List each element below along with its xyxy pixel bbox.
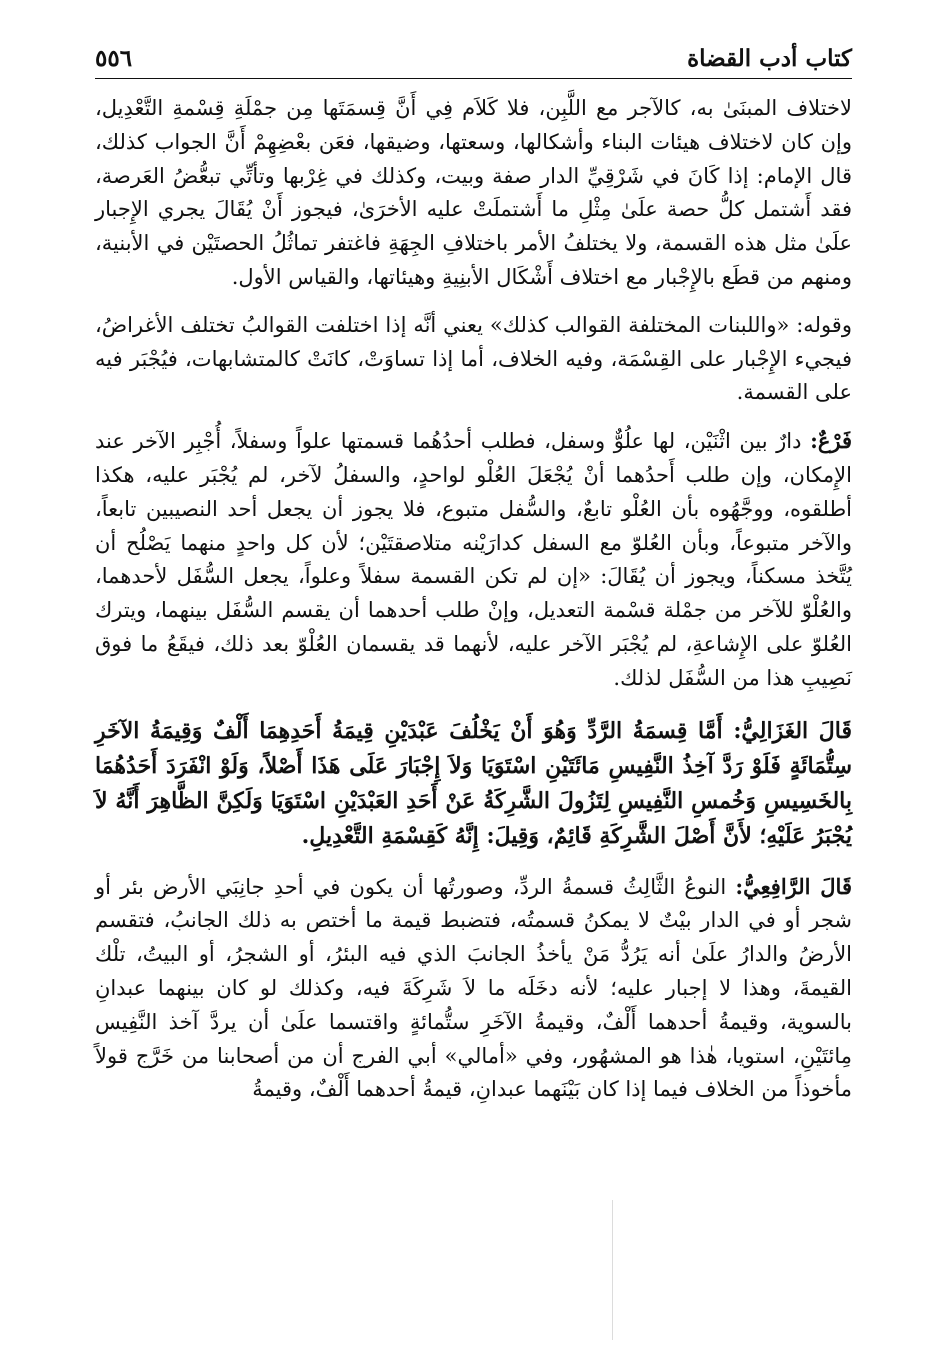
scan-fold-line [612, 1200, 613, 1340]
paragraph-4-text: أَمَّا قِسمَةُ الرَّدِّ وَهُوَ أَنْ يَخْلُفَ عَبْدَيْنِ قِيمَةُ أَحَدِهِمَا أَلْفٌ وَقِيمَةُ الآخَرِ سِتُّمَائَةٍ فَلَوْ رَدَّ آخِذُ النَّفِيسِ مَائَتَيْنِ اسْتَوَيَا وَلاَ إِجْبَارَ عَلَى هَذَا أَصْلاً، وَلَوْ انْفَرَدَ أَحَدُهُمَا بِالخَسِيسِ وَخُمسِ النَّفِيسِ لِتَزُولَ الشَّرِكَةُ عَنْ أَحَدِ العَبْدَيْنِ اسْتَوَيَا وَلَكِنَّ الظَّاهِرَ أَنَّهُ لاَ يُجْبَرُ عَلَيْهِ؛ لأَنَّ أَصْلَ الشَّرِكَةِ قَائِمٌ، وَقِيلَ: إِنَّهُ كَقِسْمَةِ التَّعْدِيلِ. [95, 717, 852, 849]
paragraph-4 [95, 714, 852, 854]
paragraph-3-lead: فَرْعٌ: [810, 428, 852, 454]
book-title: كتاب أدب القضاة [687, 45, 852, 72]
paragraph-4-lead: قَالَ الغَزَالِيُّ: [733, 717, 852, 744]
paragraph-3 [95, 424, 852, 695]
paragraph-5-text: النوعُ الثَّالِثُ قسمةُ الردِّ، وصورتُها أن يكون في أحدِ جانِبَي الأرض بئر أو شجر أو في الدار بيْتٌ لا يمكنُ قسمتُه، فتضبط قيمة ما أختص به ذلك الجانبُ، فتقسم الأرضُ والدارُ علَىٰ أنه يَرُدُّ مَنْ يأخذُ الجانبَ الذي فيه البئرُ، أو الشجرُ، أو البيتُ، تلْك القيمةَ، وهذا لا إجبار عليه؛ لأنه دخَلَه ما لاَ شَرِكَةَ فيه، وكذلك لو كان بينهما عبدانِ بالسوية، وقيمةُ أحدهما أَلْفٌ، وقيمةُ الآخَرِ ستُّمائةٍ واقتسما علَىٰ أن يردَّ آخذ النَّفِيس مِائتَيْنِ، استويا، هٰذا هو المشهُور، وفي «أمالي» أبي الفرج أن من أصحابنا من خَرَّج قولاً مأخوذاً من الخلاف فيما إذا كان بَيْنَهما عبدانِ، قيمةُ أحدهما أَلْفٌ، وقيمةُ [95, 874, 852, 1102]
paragraph-5 [95, 870, 852, 1108]
page-number: ٥٥٦ [95, 45, 133, 72]
paragraph-2 [95, 309, 852, 410]
paragraph-5-lead: قَالَ الرَّافِعِيُّ: [735, 873, 852, 899]
header-rule [95, 78, 852, 79]
paragraph-1-text: لاختلاف المبنَىٰ به، كالآجر مع اللَّبِن، فلا كَلاَم فِي أَنَّ قِسمَتَها مِن جمْلَةِ قِسْمةِ التَّعْدِيل، وإن كان لاختلاف هيئات البناء وأشكالها، وسعتها، وضيقها، فعَن بعْضِهِمْ أَنَّ الجواب كذلك، قال الإمام: إذا كَانَ في شَرْقِيِّ الدار صفة وبيت، وكذلك في غِرْبها وتأتِّي تبعُّضُ العَرصة، فقد أَشتمل كلُّ حصة علَىٰ مِثْلِ ما أَشتملَتْ عليه الأخرَىٰ، فيجوز أَنْ يُقَالَ يجري الإِجبار علَىٰ مثل هذه القسمة، ولا يختلفُ الأمر باختلافِ الجِهَةِ فاغتفر تماثُلُ الحصتَيْن في الأبنية، ومنهم من قطَع بالإِجْبار مع اختلاف أَشْكَال الأبنِيةِ وهيئاتها، والقياس الأول. [95, 96, 852, 289]
paragraph-2-text: وقوله: «واللبنات المختلفة القوالب كذلك» يعني أنَّه إذا اختلفت القوالبُ تختلف الأغراضُ، فيجيء الإِجْبار على القِسْمَة، وفيه الخلاف، أما إذا تساوَتْ، كانَتْ كالمتشابهات، فيُجْبَر فيه على القسمة. [95, 312, 852, 405]
paragraph-3-text: دارٌ بين اثْنَيْن، لها علُوٌّ وسفل، فطلب أحدُهُما قسمتها علواً وسفلاً، أُجْبِر الآخر عند الإِمكان، وإن طلب أَحدُهما أنْ يُجْعَلَ العُلْو لواحدٍ، والسفلُ لآخر، لم يُجْبَر عليه، هكذا أطلقوه، ووجَّهُوه بأن العُلْو تابعٌ، والسُّفل متبوع، فلا يجوز أن يجعل أحد النصيبين تابعاً، والآخر متبوعاً، وبأن العُلوّ مع السفل كدارَيْنه متلاصقتَيْن؛ لأن كل واحدٍ منهما يَصْلُح أن يُتَّخذ مسكناً، ويجوز أن يُقَالَ: «إن لم تكن القسمة سفلاً وعلواً، يجعل السُّفَل لأحدهما، والعُلْوّ للآخر من جمْلة قسْمة التعديل، وإنْ طلب أحدهما أن يقسم السُّفَل بينهما، ويترك العُلوّ على الإِشاعةِ، لم يُجْبَر الآخر عليه، لأنهما قد يقسمان العُلْوّ بعد ذلك، فيقَعُ ما فوق نَصِيبِ هذا من السُّفَل لذلك. [95, 429, 852, 690]
page-body [95, 90, 852, 1107]
paragraph-1 [95, 92, 852, 295]
page-header [95, 32, 852, 72]
